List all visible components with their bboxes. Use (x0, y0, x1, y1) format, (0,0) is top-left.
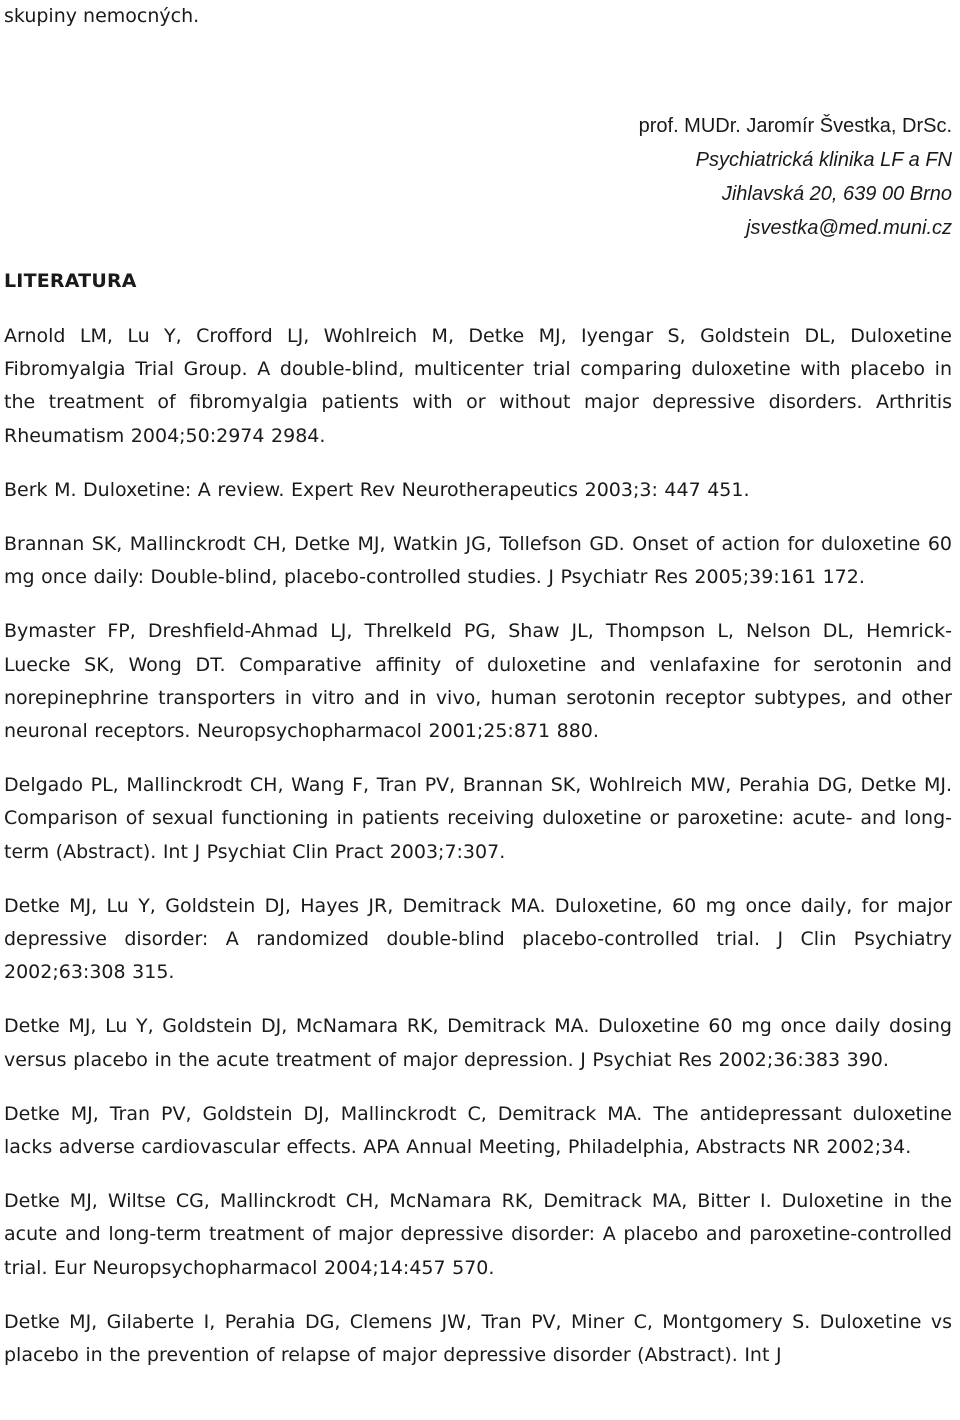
reference-item: Brannan SK, Mallinckrodt CH, Detke MJ, Watkin JG, Tollefson GD. Onset of action for duloxetine 60 mg once daily: Double-blind, placebo-controlled studies. J Psychiatr Res 2005;39:161 172. (4, 533, 952, 589)
reference-item: Detke MJ, Wiltse CG, Mallinckrodt CH, McNamara RK, Demitrack MA, Bitter I. Duloxetine in the acute and long-term treatment of major depressive disorder: A placebo and paroxetine-controlled trial. Eur Neuropsychopharmacol 2004;14:457 570. (4, 1190, 952, 1279)
reference-list (4, 320, 952, 1372)
reference-item: Berk M. Duloxetine: A review. Expert Rev Neurotherapeutics 2003;3: 447 451. (4, 478, 750, 501)
author-name: prof. MUDr. Jaromír Švestka, DrSc. (638, 115, 952, 137)
references-heading: LITERATURA (4, 270, 137, 292)
preceding-text-fragment: skupiny nemocných. (4, 5, 200, 27)
author-signature-block (639, 109, 952, 245)
reference-item: Detke MJ, Tran PV, Goldstein DJ, Mallinckrodt C, Demitrack MA. The antidepressant duloxetine lacks adverse cardiovascular effects. APA Annual Meeting, Philadelphia, Abstracts NR 2002;34. (4, 1102, 952, 1159)
reference-item: Detke MJ, Lu Y, Goldstein DJ, McNamara RK, Demitrack MA. Duloxetine 60 mg once daily dosing versus placebo in the acute treatment of major depression. J Psychiat Res 2002;36:383 390. (4, 1015, 952, 1071)
author-institution: Psychiatrická klinika LF a FN (695, 149, 952, 171)
reference-item: Detke MJ, Lu Y, Goldstein DJ, Hayes JR, Demitrack MA. Duloxetine, 60 mg once daily, for major depressive disorder: A randomized double-blind placebo-controlled trial. J Clin Psychiatry 2002;63:308 315. (4, 894, 952, 984)
reference-item: Delgado PL, Mallinckrodt CH, Wang F, Tran PV, Brannan SK, Wohlreich MW, Perahia DG, Detke MJ. Comparison of sexual functioning in patients receiving duloxetine or paroxetine: acute- and long-term (Abstract). Int J Psychiat Clin Pract 2003;7:307. (4, 774, 952, 863)
reference-item: Arnold LM, Lu Y, Crofford LJ, Wohlreich M, Detke MJ, Iyengar S, Goldstein DL, Duloxetine Fibromyalgia Trial Group. A double-blind, multicenter trial comparing duloxetine with placebo in the treatment of fibromyalgia patients with or without major depressive disorders. Arthritis Rheumatism 2004;50:2974 2984. (4, 325, 952, 447)
author-address: Jihlavská 20, 639 00 Brno (721, 183, 952, 205)
reference-item: Detke MJ, Gilaberte I, Perahia DG, Clemens JW, Tran PV, Miner C, Montgomery S. Duloxetine vs placebo in the prevention of relapse of major depressive disorder (Abstract). Int J (4, 1310, 952, 1367)
reference-item: Bymaster FP, Dreshfield-Ahmad LJ, Threlkeld PG, Shaw JL, Thompson L, Nelson DL, Hemrick-Luecke SK, Wong DT. Comparative affinity of duloxetine and venlafaxine for serotonin and norepinephrine transporters in vitro and in vivo, human serotonin receptor subtypes, and other neuronal receptors. Neuropsychopharmacol 2001;25:871 880. (4, 620, 952, 743)
author-email: jsvestka@med.muni.cz (746, 217, 952, 239)
